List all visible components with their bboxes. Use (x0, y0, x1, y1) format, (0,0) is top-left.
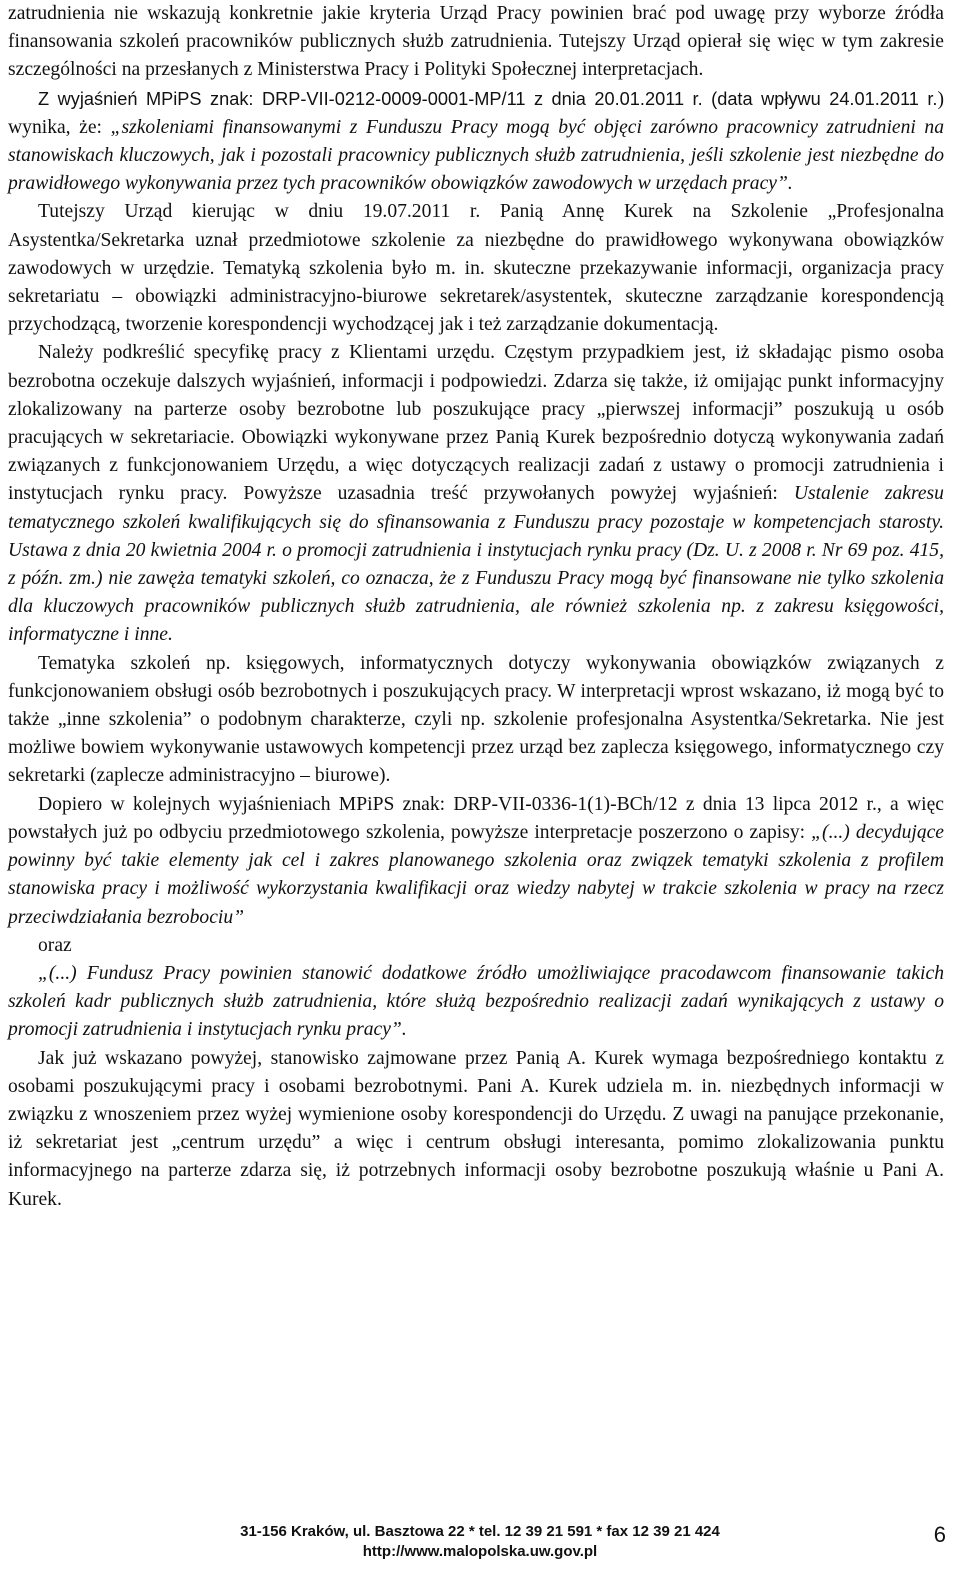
paragraph-later-explanations (8, 791, 944, 932)
mpips-reference: Z wyjaśnień MPiPS znak: DRP-VII-0212-0009-0001-MP/11 z dnia 20.01.2011 r. (data wpływu 24.01.2011 r. (38, 88, 938, 109)
paragraph-text: Dopiero w kolejnych wyjaśnieniach MPiPS znak: DRP-VII-0336-1(1)-BCh/12 z dnia 13 lipca 2012 r., a więc powstałych już po odbyciu przedmiotowego szkolenia, powyższe interpretacje poszerzono o zapisy: (8, 793, 944, 843)
paragraph-training-topics: Tematyka szkoleń np. księgowych, informatycznych dotyczy wykonywania obowiązków związanych z funkcjonowaniem obsługi osób bezrobotnych i poszukujących pracy. W interpretacji wprost wskazano, iż mogą być to także „inne szkolenia” o podobnym charakterze, czyli np. szkolenie profesjonalna Asystentka/Sekretarka. Nie jest możliwe bowiem wykonywanie ustawowych kompetencji przez urząd bez zaplecza księgowego, informatycznego czy sekretarki (zaplecze administracyjno – biurowe). (8, 652, 944, 787)
paragraph-intro: zatrudnienia nie wskazują konkretnie jakie kryteria Urząd Pracy powinien brać pod uwagę przy wyborze źródła finansowania szkoleń pracowników publicznych służb zatrudnienia. Tutejszy Urząd opierał się więc w tym zakresie szczególności na przesłanych z Ministerstwa Pracy i Polityki Społecznej interpretacjach. (8, 3, 944, 81)
page-footer (0, 1522, 960, 1582)
paragraph-labour-fund-quote (8, 960, 944, 1045)
paragraph-client-specifics (8, 339, 944, 649)
paragraph-conclusion: Jak już wskazano powyżej, stanowisko zajmowane przez Panią A. Kurek wymaga bezpośredniego kontaktu z osobami poszukującymi pracy i osobami bezrobotnymi. Pani A. Kurek udziela m. in. niezbędnych informacji w związku z wnoszeniem przez wyżej wymienione osoby korespondencji do Urzędu. Z uwagi na panujące przekonanie, iż sekretariat jest „centrum urzędu” a więc i centrum obsługi interesanta, pomimo zlokalizowania punktu informacyjnego na parterze zdarza się, iż potrzebnych informacji osoby bezrobotne poszukują właśnie u Pani A. Kurek. (8, 1047, 944, 1210)
page-number: 6 (933, 1522, 946, 1547)
paragraph-mpips-explanation (8, 85, 944, 199)
footer-website: http://www.malopolska.uw.gov.pl (362, 1543, 598, 1560)
paragraph-conjunction: oraz (38, 934, 72, 956)
footer-address: 31-156 Kraków, ul. Basztowa 22 * tel. 12 39 21 591 * fax 12 39 21 424 (240, 1523, 720, 1540)
quotation: Ustalenie zakresu tematycznego szkoleń kwalifikujących się do sfinansowania z Funduszu pracy pozostaje w kompetencjach starosty. Ustawa z dnia 20 kwietnia 2004 r. o promocji zatrudnienia i instytucjach rynku pracy (Dz. U. z 2008 r. Nr 69 poz. 415, z późn. zm.) nie zawęża tematyki szkoleń, co oznacza, że z Funduszu Pracy mogą być finansowane nie tylko szkolenia dla kluczowych pracowników publicznych służb zatrudnienia, ale również szkolenia np. z zakresu księgowości, informatyczne i inne. (8, 483, 944, 646)
quotation: „(...) decydujące powinny być takie elementy jak cel i zakres planowanego szkolenia oraz związek tematyki szkolenia z profilem stanowiska pracy i możliwość wykorzystania kwalifikacji oraz wiedzy nabytej w trakcie szkolenia w pracy na rzecz przeciwdziałania bezrobociu” (8, 821, 945, 928)
document-page (8, 0, 944, 1214)
paragraph-text: Należy podkreślić specyfikę pracy z Klientami urzędu. Częstym przypadkiem jest, iż składając pismo osoba bezrobotna oczekuje dalszych wyjaśnień, informacji i podpowiedzi. Zdarza się także, iż omijając punkt informacyjny zlokalizowany na parterze osoby bezrobotne lub poszukujące pracy „pierwszej informacji” poszukują u osób pracujących w sekretariacie. Obowiązki wykonywane przez Panią Kurek bezpośrednio dotyczą wykonywania zadań związanych z funkcjonowaniem Urzędu, a więc dotyczących realizacji zadań z ustawy o promocji zatrudnienia i instytucjach rynku pracy. Powyższe uzasadnia treść przywołanych powyżej wyjaśnień: (8, 342, 944, 505)
paragraph-training-referral: Tutejszy Urząd kierując w dniu 19.07.2011 r. Panią Annę Kurek na Szkolenie „Profesjonalna Asystentka/Sekretarka uznał przedmiotowe szkolenie za niezbędne do prawidłowego wykonywana obowiązków zawodowych w urzędzie. Tematyką szkolenia było m. in. skuteczne przekazywanie informacji, organizacja pracy sekretariatu – obowiązki administracyjno-biurowe sekretarek/asystentek, skuteczne zarządzanie korespondencją przychodzącą, tworzenie korespondencji wychodzącej jak i też zarządzanie dokumentacją. (8, 201, 944, 336)
quotation: „(...) Fundusz Pracy powinien stanowić dodatkowe źródło umożliwiające pracodawcom finansowanie takich szkoleń kadr publicznych służb zatrudnienia, które służą bezpośrednio realizacji zadań wynikających z ustawy o promocji zatrudnienia i instytucjach rynku pracy”. (8, 962, 944, 1041)
quotation: „szkoleniami finansowanymi z Funduszu Pracy mogą być objęci zarówno pracownicy zatrudnieni na stanowiskach kluczowych, jak i pozostali pracownicy publicznych służb zatrudnienia, jeśli szkolenie jest niezbędne do prawidłowego wykonywania przez tych pracowników obowiązków zawodowych w urzędach pracy”. (8, 116, 944, 195)
paragraph-text: ) wynika, że: (8, 88, 944, 138)
